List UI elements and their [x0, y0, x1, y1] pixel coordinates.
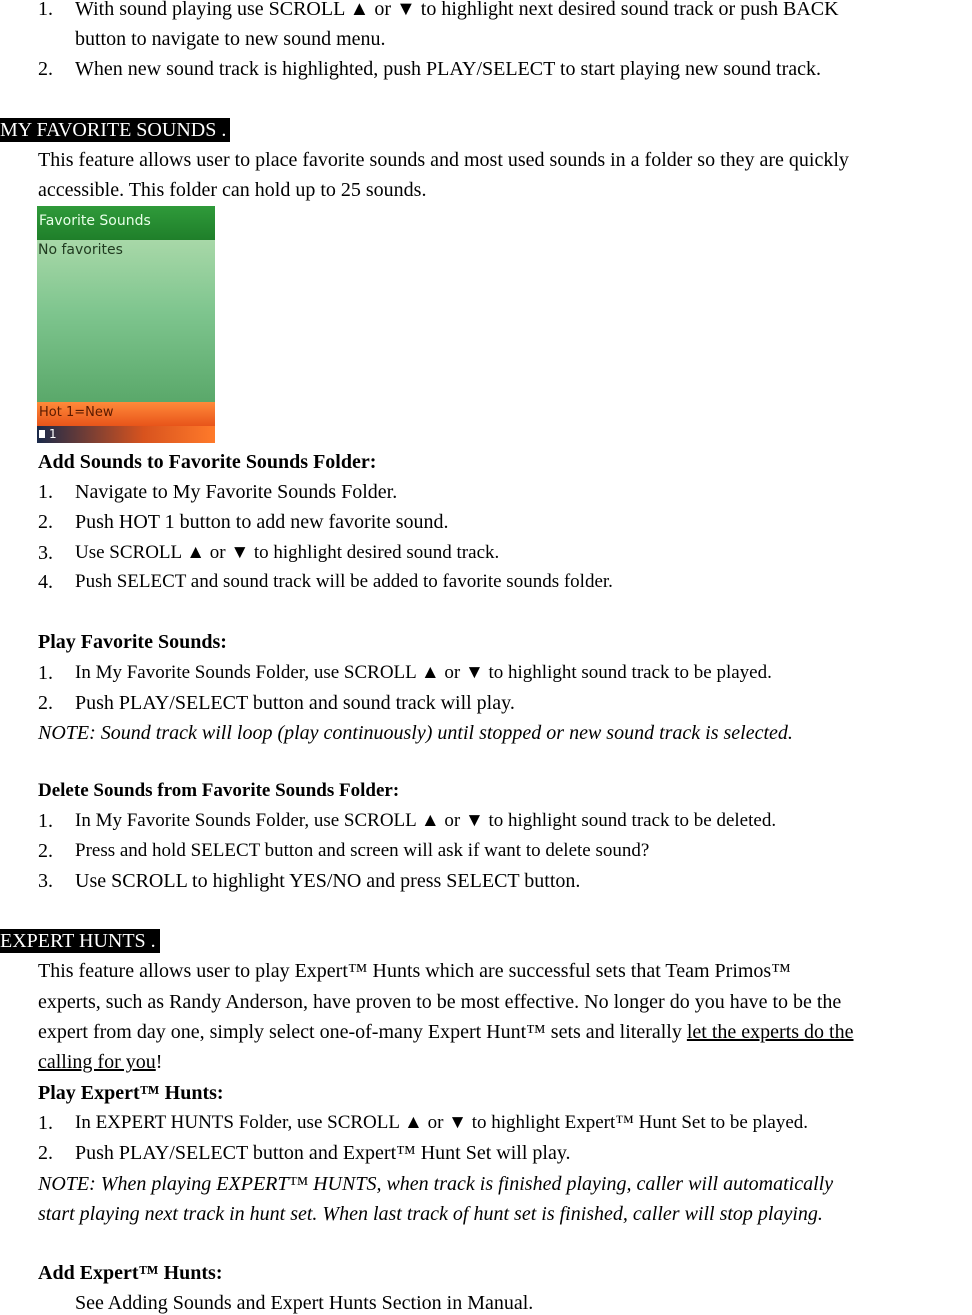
step-number: 4.	[38, 571, 53, 593]
step-text: Push PLAY/SELECT button and sound track will play.	[75, 692, 515, 714]
step-text: In EXPERT HUNTS Folder, use SCROLL ▲ or ▼ to highlight Expert™ Hunt Set to be played.	[75, 1112, 809, 1133]
subheading-delete-favorites: Delete Sounds from Favorite Sounds Folder:	[38, 780, 400, 801]
subheading-play-favorites: Play Favorite Sounds:	[38, 631, 227, 653]
step-number: 2.	[38, 840, 53, 862]
expert-description: This feature allows user to play Expert™ Hunts which are successful sets that Team Primos™	[38, 960, 791, 982]
screen-softkey-hint: Hot 1=New	[37, 402, 215, 426]
screen-title: Favorite Sounds	[37, 206, 215, 240]
step-number: 1.	[38, 1112, 53, 1134]
note-expert-hunts-cont: start playing next track in hunt set. When last track of hunt set is finished, caller will stop playing.	[38, 1203, 823, 1225]
speaker-icon	[39, 430, 45, 438]
note-favorites-loop: NOTE: Sound track will loop (play continuously) until stopped or new sound track is selected.	[38, 722, 793, 744]
step-number: 2.	[38, 1142, 53, 1164]
screen-empty-message: No favorites	[38, 242, 123, 258]
step-number: 3.	[38, 542, 53, 564]
note-expert-hunts: NOTE: When playing EXPERT™ HUNTS, when track is finished playing, caller will automatically	[38, 1173, 834, 1195]
step-number: 2.	[38, 692, 53, 714]
add-expert-reference: See Adding Sounds and Expert Hunts Section in Manual.	[75, 1292, 534, 1314]
step-number: 1.	[38, 481, 53, 503]
intro-step-number: 1.	[38, 0, 53, 20]
step-text: Push SELECT and sound track will be added to favorite sounds folder.	[75, 571, 613, 592]
step-number: 1.	[38, 662, 53, 684]
screen-status-bar	[37, 426, 215, 443]
step-text: Press and hold SELECT button and screen will ask if want to delete sound?	[75, 840, 650, 861]
section-header-expert-hunts: EXPERT HUNTS .	[0, 929, 160, 953]
expert-description-cont: experts, such as Randy Anderson, have proven to be most effective. No longer do you have to be the	[38, 991, 842, 1013]
expert-description-cont	[38, 1020, 853, 1044]
step-text: In My Favorite Sounds Folder, use SCROLL ▲ or ▼ to highlight sound track to be played.	[75, 662, 772, 683]
volume-level: 1	[49, 427, 57, 441]
subheading-add-expert: Add Expert™ Hunts:	[38, 1262, 223, 1284]
expert-description-text: expert from day one, simply select one-of-many Expert Hunt™ sets and literally	[38, 1021, 687, 1043]
intro-step-text: With sound playing use SCROLL ▲ or ▼ to highlight next desired sound track or push BACK	[75, 0, 839, 20]
favorites-description: This feature allows user to place favorite sounds and most used sounds in a folder so they are quickly	[38, 149, 849, 171]
step-text: Use SCROLL ▲ or ▼ to highlight desired sound track.	[75, 542, 500, 563]
step-text: Navigate to My Favorite Sounds Folder.	[75, 481, 398, 503]
step-text: Push HOT 1 button to add new favorite sound.	[75, 511, 449, 533]
step-text: In My Favorite Sounds Folder, use SCROLL ▲ or ▼ to highlight sound track to be deleted.	[75, 810, 777, 831]
step-text: Use SCROLL to highlight YES/NO and press SELECT button.	[75, 870, 581, 892]
step-number: 2.	[38, 511, 53, 533]
section-header-favorites: MY FAVORITE SOUNDS .	[0, 118, 230, 142]
screen-body	[37, 240, 215, 402]
expert-slogan: let the experts do the	[686, 1021, 854, 1043]
step-text: Push PLAY/SELECT button and Expert™ Hunt Set will play.	[75, 1142, 571, 1164]
expert-description-cont	[38, 1050, 162, 1074]
step-number: 1.	[38, 810, 53, 832]
step-number: 3.	[38, 870, 53, 892]
intro-step-text: When new sound track is highlighted, push PLAY/SELECT to start playing new sound track.	[75, 58, 822, 80]
expert-description-end: !	[155, 1051, 163, 1073]
subheading-add-favorites: Add Sounds to Favorite Sounds Folder:	[38, 451, 377, 473]
device-screen-favorites	[37, 206, 215, 443]
favorites-description-cont: accessible. This folder can hold up to 25 sounds.	[38, 179, 427, 201]
expert-slogan-cont: calling for you	[38, 1051, 156, 1073]
intro-step-text-cont: button to navigate to new sound menu.	[75, 28, 386, 50]
intro-step-number: 2.	[38, 58, 53, 80]
subheading-play-expert: Play Expert™ Hunts:	[38, 1082, 224, 1104]
